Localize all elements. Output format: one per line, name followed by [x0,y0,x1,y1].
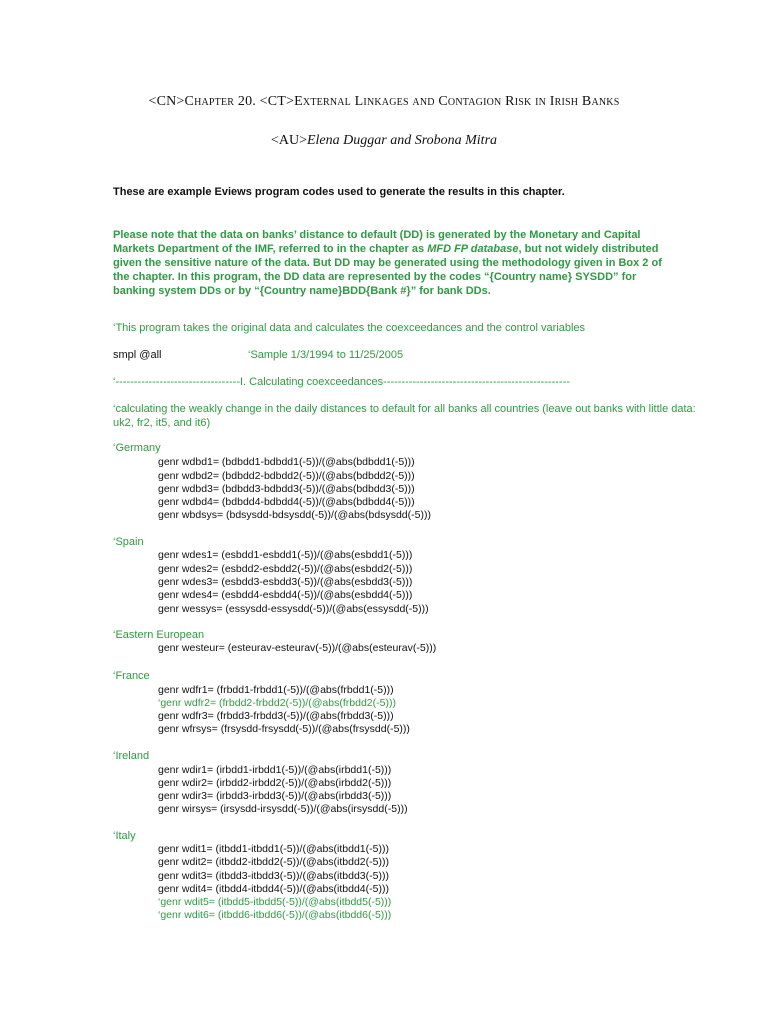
code-line: genr wdir3= (irbdd3-irbdd3(-5))/(@abs(irbdd3(-5))) [158,790,392,802]
code-line: genr wdfr3= (frbdd3-frbdd3(-5))/(@abs(frbdd3(-5))) [158,710,394,722]
title-chapter-word: Chapter [184,94,235,109]
chapter-authors [0,133,768,149]
eastern-european-label: ‘Eastern European [113,629,205,641]
code-line: genr wirsys= (irsysdd-irsysdd(-5))/(@abs(irsysdd(-5))) [158,803,408,815]
data-note-italic: MFD FP database [427,243,519,255]
calc-comment: ‘calculating the weakly change in the daily distances to default for all banks all countries (leave out banks with little data: uk2, fr2, it5, and it6) [113,403,696,429]
spain-label: ‘Spain [113,536,144,548]
code-line-commented: ‘genr wdit6= (itbdd6-itbdd6(-5))/(@abs(itbdd6(-5))) [158,909,392,921]
author-tag: <AU> [270,133,307,148]
code-line-commented: ‘genr wdfr2= (frbdd2-frbdd2(-5))/(@abs(frbdd2(-5))) [158,697,396,709]
code-line: genr wdir1= (irbdd1-irbdd1(-5))/(@abs(irbdd1(-5))) [158,764,392,776]
section-header: ‘----------------------------------I. Calculating coexceedances--------------------------------------------------- [113,376,570,388]
code-line: genr wdit1= (itbdd1-itbdd1(-5))/(@abs(itbdd1(-5))) [158,843,389,855]
code-line: genr wdbd3= (bdbdd3-bdbdd3(-5))/(@abs(bdbdd3(-5))) [158,483,415,495]
italy-label: ‘Italy [113,830,136,842]
code-line: genr wdit4= (itbdd4-itbdd4(-5))/(@abs(itbdd4(-5))) [158,883,389,895]
program-comment: ‘This program takes the original data and calculates the coexceedances and the control variables [113,322,586,334]
code-line-commented: ‘genr wdit5= (itbdd5-itbdd5(-5))/(@abs(itbdd5(-5))) [158,896,392,908]
code-line: genr wdes1= (esbdd1-esbdd1(-5))/(@abs(esbdd1(-5))) [158,549,413,561]
data-note-part2: , but not widely distributed given the sensitive nature of the data. But DD may be generated using the methodology given in Box 2 of the chapter. In this program, the DD data are represented by the codes “{Country name} SYSDD” for banking system DDs or by “{Country name}BDD{Bank #}” for bank DDs. [113,243,662,297]
code-line: genr wdes2= (esbdd2-esbdd2(-5))/(@abs(esbdd2(-5))) [158,563,413,575]
smpl-comment: ‘Sample 1/3/1994 to 11/25/2005 [248,349,404,361]
code-line: genr wdes3= (esbdd3-esbdd3(-5))/(@abs(esbdd3(-5))) [158,576,413,588]
code-line: genr wdbd2= (bdbdd2-bdbdd2(-5))/(@abs(bdbdd2(-5))) [158,470,415,482]
code-line: genr wdit2= (itbdd2-itbdd2(-5))/(@abs(itbdd2(-5))) [158,856,389,868]
data-note [113,228,681,298]
code-line: genr wfrsys= (frsysdd-frsysdd(-5))/(@abs(frsysdd(-5))) [158,723,410,735]
author-names: Elena Duggar and Srobona Mitra [306,133,498,148]
code-line: genr westeur= (esteurav-esteurav(-5))/(@abs(esteurav(-5))) [158,642,437,654]
france-label: ‘France [113,670,150,682]
germany-label: ‘Germany [113,442,161,454]
code-line: genr wdbd1= (bdbdd1-bdbdd1(-5))/(@abs(bdbdd1(-5))) [158,456,415,468]
code-line: genr wdbd4= (bdbdd4-bdbdd4(-5))/(@abs(bdbdd4(-5))) [158,496,415,508]
title-text: External Linkages and Contagion Risk in Irish Banks [294,94,620,109]
ireland-label: ‘Ireland [113,750,150,762]
intro-text: These are example Eviews program codes used to generate the results in this chapter. [113,186,565,198]
code-line: genr wdit3= (itbdd3-itbdd3(-5))/(@abs(itbdd3(-5))) [158,870,389,882]
code-line: genr wdfr1= (frbdd1-frbdd1(-5))/(@abs(frbdd1(-5))) [158,684,394,696]
title-cn-tag: <CN> [148,94,185,109]
code-line: genr wbdsys= (bdsysdd-bdsysdd(-5))/(@abs(bdsysdd(-5))) [158,509,431,521]
smpl-command: smpl @all [113,349,162,361]
title-ct-tag: <CT> [259,94,295,109]
chapter-title [0,94,768,110]
code-line: genr wdir2= (irbdd2-irbdd2(-5))/(@abs(irbdd2(-5))) [158,777,392,789]
code-line: genr wdes4= (esbdd4-esbdd4(-5))/(@abs(esbdd4(-5))) [158,589,413,601]
code-line: genr wessys= (essysdd-essysdd(-5))/(@abs(essysdd(-5))) [158,603,429,615]
title-chapter-number: 20. [234,94,260,109]
data-note-part1: Please note that the data on banks’ distance to default (DD) is generated by the Monetary and Capital Markets Department of the IMF, referred to in the chapter as [113,229,641,255]
